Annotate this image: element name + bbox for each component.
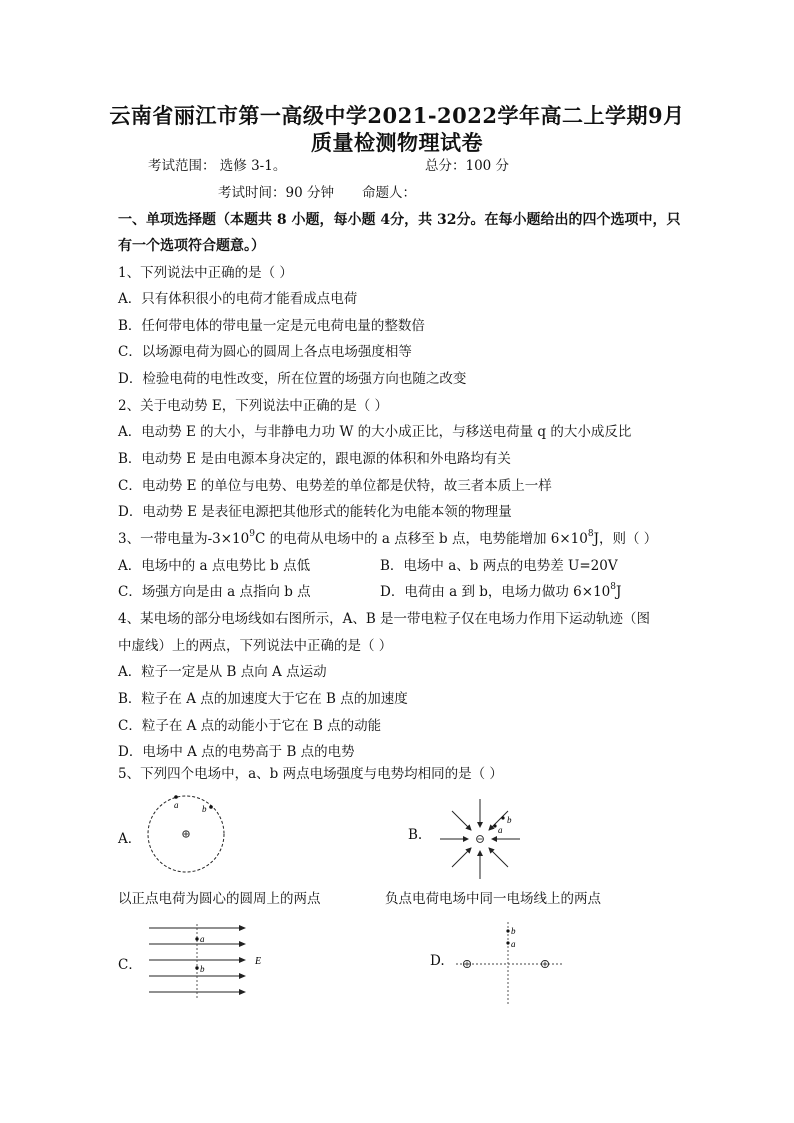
q1-option-b: B．任何带电体的带电量一定是元电荷电量的整数倍: [118, 318, 425, 334]
q2-stem: 2、关于电动势 E，下列说法中正确的是（ ）: [118, 398, 389, 414]
q3-option-d-text: D．电荷由 a 到 b，电场力做功 6×10: [380, 584, 611, 600]
q1-stem: 1、下列说法中正确的是（ ）: [118, 265, 293, 281]
q4-stem-line1: 4、某电场的部分电场线如右图所示，A、B 是一带电粒子仅在电场力作用下运动轨迹（图: [118, 611, 651, 627]
figure-d-label-b: b: [511, 926, 516, 936]
figure-d-point-a: [506, 941, 509, 944]
section-heading-line1: 一、单项选择题（本题共 8 小题，每小题 4分，共 32分。在每小题给出的四个选项中，只: [118, 212, 681, 228]
q5-stem: 5、下列四个电场中，a、b 两点电场强度与电势均相同的是（ ）: [118, 766, 503, 782]
q3-option-b: B．电场中 a、b 两点的电势差 U=20V: [380, 558, 618, 574]
q3-stem: [118, 530, 657, 548]
figure-d-point-b: [506, 929, 509, 932]
q4-option-d: D．电场中 A 点的电势高于 B 点的电势: [118, 744, 355, 760]
q3-stem-exponent2: 8: [587, 529, 594, 539]
q3-option-c: C．场强方向是由 a 点指向 b 点: [118, 584, 311, 600]
figure-a-point-b: [209, 805, 213, 809]
q2-option-a: A．电动势 E 的大小，与非静电力功 W 的大小成正比，与移送电荷量 q 的大小成反比: [118, 424, 632, 440]
q3-stem-exponent1: 9: [249, 529, 255, 539]
q3-stem-part2: C 的电荷从电场中的 a 点移至 b 点，电势能增加 6×10: [254, 531, 588, 547]
q3-stem-part1: 3、一带电量为-3×10: [118, 531, 250, 547]
figure-c-point-b: [195, 966, 198, 969]
exam-author: 命题人：: [362, 185, 416, 201]
figure-a-label-a: a: [174, 800, 179, 810]
q5-figure-a: [140, 790, 250, 880]
q5-figure-b: [432, 795, 532, 885]
q5-figure-b-label: B.: [408, 827, 423, 843]
q4-option-a: A．粒子一定是从 B 点向 A 点运动: [118, 664, 327, 680]
q5-figure-a-caption: 以正点电荷为圆心的圆周上的两点: [118, 891, 321, 907]
q5-figure-c-label: C．: [118, 957, 142, 973]
q2-option-b: B．电动势 E 是由电源本身决定的，跟电源的体积和外电路均有关: [118, 451, 511, 467]
q5-figure-c: [145, 922, 275, 1002]
figure-b-point-b: [501, 816, 504, 819]
exam-total-score: 总分：100 分: [425, 158, 510, 174]
q5-figure-d-label: D.: [430, 953, 445, 969]
q3-stem-part3: J，则（ ）: [593, 531, 658, 547]
q1-option-d: D．检验电荷的电性改变，所在位置的场强方向也随之改变: [118, 371, 467, 387]
section-heading-line2: 有一个选项符合题意。）: [118, 238, 265, 254]
q3-option-a: A．电场中的 a 点电势比 b 点低: [118, 558, 311, 574]
q5-figure-b-caption: 负点电荷电场中同一电场线上的两点: [385, 891, 601, 907]
figure-c-label-b: b: [200, 964, 205, 974]
figure-c-point-a: [195, 937, 198, 940]
q1-option-a: A．只有体积很小的电荷才能看成点电荷: [118, 291, 358, 307]
q4-option-b: B．粒子在 A 点的加速度大于它在 B 点的加速度: [118, 691, 408, 707]
q4-option-c: C．粒子在 A 点的动能小于它在 B 点的动能: [118, 718, 382, 734]
q3-option-d-exponent: 8: [610, 582, 616, 592]
exam-title-line2: 质量检测物理试卷: [311, 130, 483, 155]
figure-c-label-a: a: [200, 934, 205, 944]
exam-time: 考试时间：90 分钟: [218, 185, 334, 201]
q3-option-d-unit: J: [616, 584, 622, 600]
q1-option-c: C．以场源电荷为圆心的圆周上各点电场强度相等: [118, 344, 412, 360]
figure-a-label-b: b: [202, 804, 207, 814]
q5-figure-a-label: A．: [118, 831, 142, 847]
figure-b-label-b: b: [507, 815, 512, 825]
figure-b-point-a: [493, 824, 496, 827]
q4-stem-line2: 中虚线）上的两点，下列说法中正确的是（ ）: [118, 638, 393, 654]
q3-option-d: [380, 583, 621, 601]
exam-scope: 考试范围： 选修 3-1。: [148, 158, 287, 174]
figure-b-label-a: a: [498, 825, 503, 835]
exam-title-line1: 云南省丽江市第一高级中学2021-2022学年高二上学期9月: [109, 103, 685, 128]
q2-option-d: D．电动势 E 是表征电源把其他形式的能转化为电能本领的物理量: [118, 504, 512, 520]
figure-d-label-a: a: [511, 939, 516, 949]
q2-option-c: C．电动势 E 的单位与电势、电势差的单位都是伏特，故三者本质上一样: [118, 478, 552, 494]
figure-a-point-a: [174, 795, 178, 799]
figure-c-label-e: E: [255, 956, 262, 967]
q5-figure-d: [450, 918, 570, 1008]
